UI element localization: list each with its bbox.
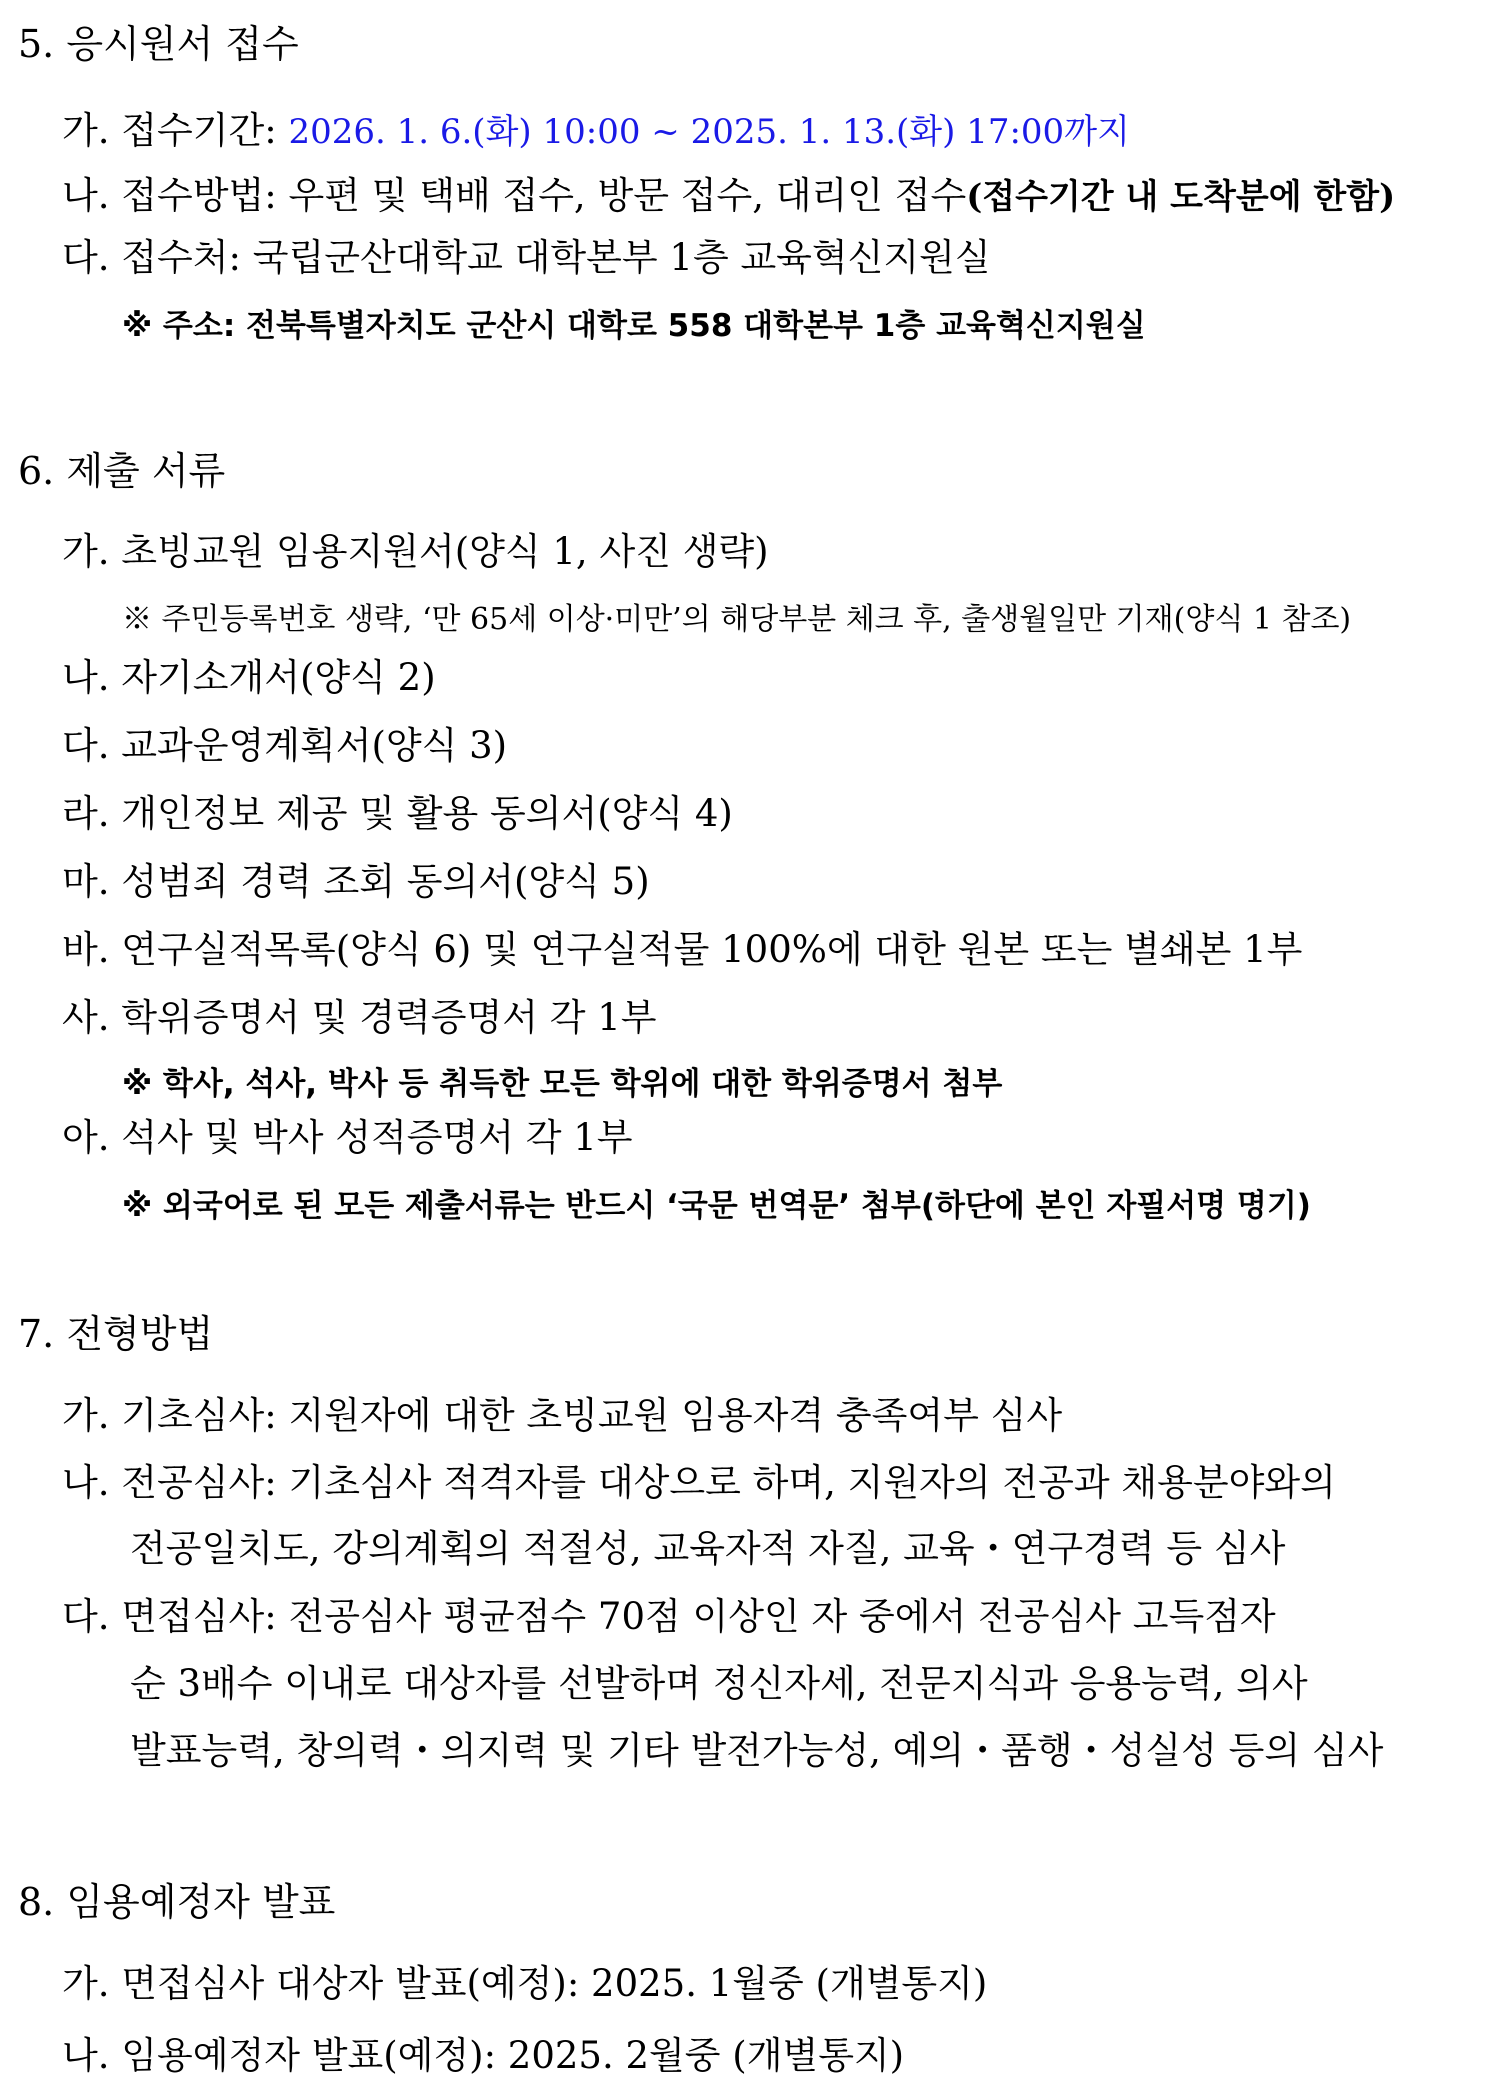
section-6-item-f: 바. 연구실적목록(양식 6) 및 연구실적물 100%에 대한 원본 또는 별쇄본 1부 — [62, 928, 1303, 971]
section-5-item-b — [62, 172, 1395, 221]
section-6-item-g-note: ※ 학사, 석사, 박사 등 취득한 모든 학위에 대한 학위증명서 첨부 — [122, 1066, 1003, 1102]
section-7-item-b-continued: 전공일치도, 강의계획의 적절성, 교육자적 자질, 교육・연구경력 등 심사 — [130, 1527, 1286, 1570]
section-6-item-d: 라. 개인정보 제공 및 활용 동의서(양식 4) — [62, 792, 733, 835]
section-6-heading: 6. 제출 서류 — [18, 449, 226, 493]
section-5-item-b-label: 나. 접수방법: 우편 및 택배 접수, 방문 접수, 대리인 접수 — [62, 174, 967, 217]
section-6-item-a: 가. 초빙교원 임용지원서(양식 1, 사진 생략) — [62, 530, 769, 573]
section-7-item-c-continued-2: 발표능력, 창의력・의지력 및 기타 발전가능성, 예의・품행・성실성 등의 심사 — [130, 1729, 1384, 1772]
section-5-item-a — [62, 107, 1130, 156]
section-6-item-g: 사. 학위증명서 및 경력증명서 각 1부 — [62, 996, 657, 1039]
section-6-item-h-note: ※ 외국어로 된 모든 제출서류는 반드시 ‘국문 번역문’ 첨부(하단에 본인 자필서명 명기) — [122, 1188, 1311, 1224]
section-6-item-a-note: ※ 주민등록번호 생략, ‘만 65세 이상·미만’의 해당부분 체크 후, 출생월일만 기재(양식 1 참조) — [122, 602, 1352, 637]
section-7-item-b: 나. 전공심사: 기초심사 적격자를 대상으로 하며, 지원자의 전공과 채용분야와의 — [62, 1461, 1336, 1504]
section-7-heading: 7. 전형방법 — [18, 1312, 214, 1356]
section-8-item-a: 가. 면접심사 대상자 발표(예정): 2025. 1월중 (개별통지) — [62, 1962, 988, 2005]
address-note: ※ 주소: 전북특별자치도 군산시 대학로 558 대학본부 1층 교육혁신지원실 — [122, 308, 1146, 344]
section-7-item-a: 가. 기초심사: 지원자에 대한 초빙교원 임용자격 충족여부 심사 — [62, 1394, 1063, 1437]
section-8-heading: 8. 임용예정자 발표 — [18, 1880, 336, 1924]
section-5-heading: 5. 응시원서 접수 — [18, 22, 299, 66]
section-5-item-a-label: 가. 접수기간: — [62, 109, 289, 152]
section-6-item-b: 나. 자기소개서(양식 2) — [62, 656, 436, 699]
application-period: 2026. 1. 6.(화) 10:00 ~ 2025. 1. 13.(화) 17:00까지 — [288, 112, 1130, 152]
section-5-item-c: 다. 접수처: 국립군산대학교 대학본부 1층 교육혁신지원실 — [62, 236, 991, 279]
section-7-item-c: 다. 면접심사: 전공심사 평균점수 70점 이상인 자 중에서 전공심사 고득점자 — [62, 1595, 1276, 1638]
section-7-item-c-continued-1: 순 3배수 이내로 대상자를 선발하며 정신자세, 전문지식과 응용능력, 의사 — [130, 1662, 1308, 1705]
section-6-item-c: 다. 교과운영계획서(양식 3) — [62, 724, 508, 767]
section-6-item-e: 마. 성범죄 경력 조회 동의서(양식 5) — [62, 860, 650, 903]
section-6-item-h: 아. 석사 및 박사 성적증명서 각 1부 — [62, 1116, 633, 1159]
section-8-item-b: 나. 임용예정자 발표(예정): 2025. 2월중 (개별통지) — [62, 2034, 905, 2077]
section-5-item-b-emphasis: (접수기간 내 도착분에 한함) — [966, 177, 1396, 217]
